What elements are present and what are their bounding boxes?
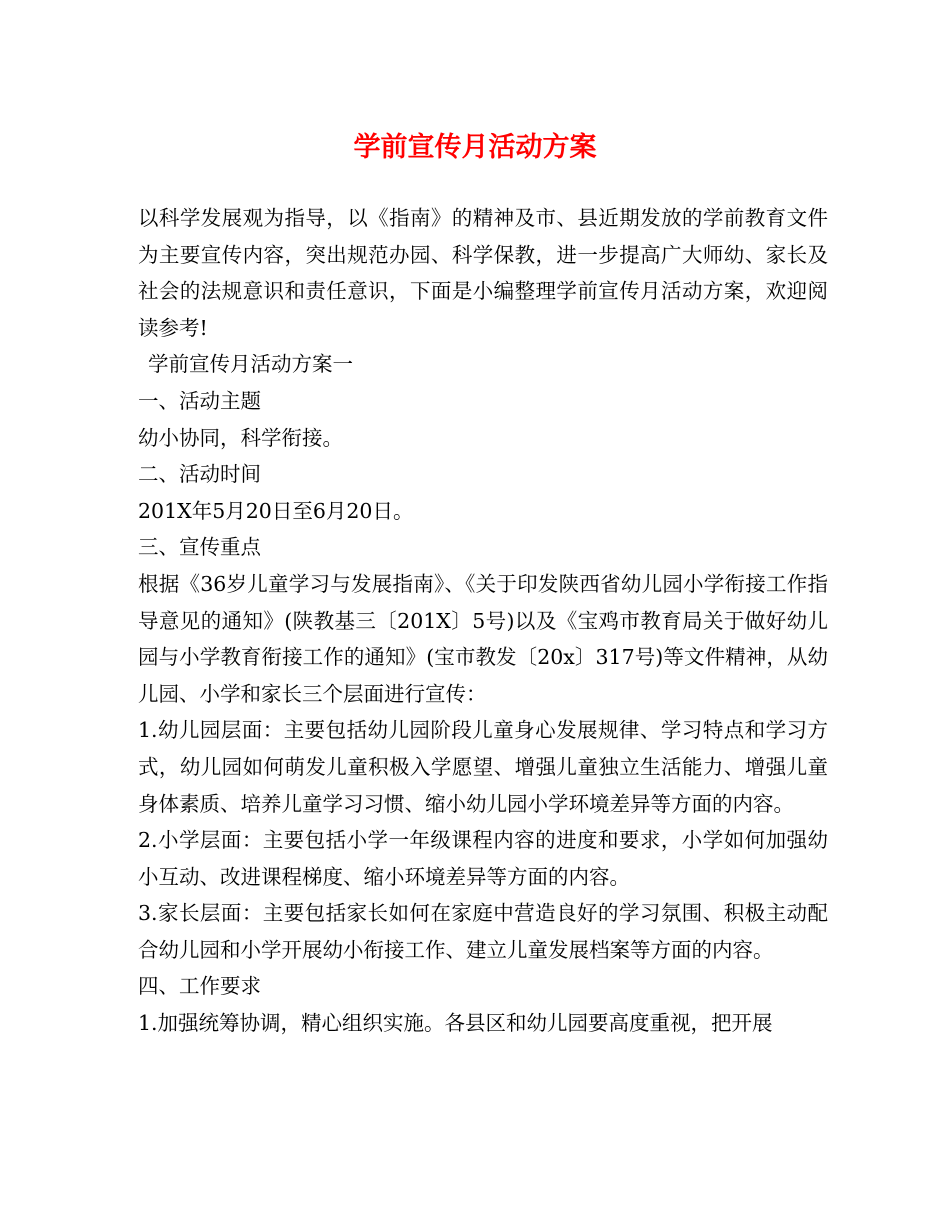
section-heading-focus: 三、宣传重点: [138, 535, 261, 560]
intro-paragraph: 以科学发展观为指导，以《指南》的精神及市、县近期发放的学前教育文件为主要宣传内容，突出规范办园、科学保教，进一步提高广大师幼、家长及社会的法规意识和责任意识，下面是小编整理学前宣传月活动方案，欢迎阅读参考!: [138, 206, 828, 340]
focus-item-parents: 3.家长层面：主要包括家长如何在家庭中营造良好的学习氛围、积极主动配合幼儿园和小学开展幼小衔接工作、建立儿童发展档案等方面的内容。: [138, 901, 828, 962]
section-heading-theme: 一、活动主题: [138, 388, 261, 413]
focus-text: 根据《36岁儿童学习与发展指南》、《关于印发陕西省幼儿园小学衔接工作指导意见的通知》(陕教基三〔201X〕5号)以及《宝鸡市教育局关于做好幼儿园与小学教育衔接工作的通知》(宝市教发〔20x〕317号)等文件精神，从幼儿园、小学和家长三个层面进行宣传：: [138, 571, 828, 706]
section-heading-requirements: 四、工作要求: [138, 974, 261, 999]
focus-item-primary: 2.小学层面：主要包括小学一年级课程内容的进度和要求，小学如何加强幼小互动、改进课程梯度、缩小环境差异等方面的内容。: [138, 828, 828, 889]
time-text: 201X年5月20日至6月20日。: [138, 498, 414, 523]
section-heading-time: 二、活动时间: [138, 462, 261, 487]
theme-text: 幼小协同，科学衔接。: [138, 425, 343, 450]
document-title: 学前宣传月活动方案: [353, 132, 597, 163]
requirement-item-1: 1.加强统筹协调，精心组织实施。各县区和幼儿园要高度重视，把开展: [138, 1011, 773, 1036]
document-body: [138, 200, 828, 1042]
focus-item-kindergarten: 1.幼儿园层面：主要包括幼儿园阶段儿童身心发展规律、学习特点和学习方式，幼儿园如何萌发儿童积极入学愿望、增强儿童独立生活能力、增强儿童身体素质、培养儿童学习习惯、缩小幼儿园小学环境差异等方面的内容。: [138, 718, 828, 816]
plan-subtitle: 学前宣传月活动方案一: [148, 352, 353, 377]
